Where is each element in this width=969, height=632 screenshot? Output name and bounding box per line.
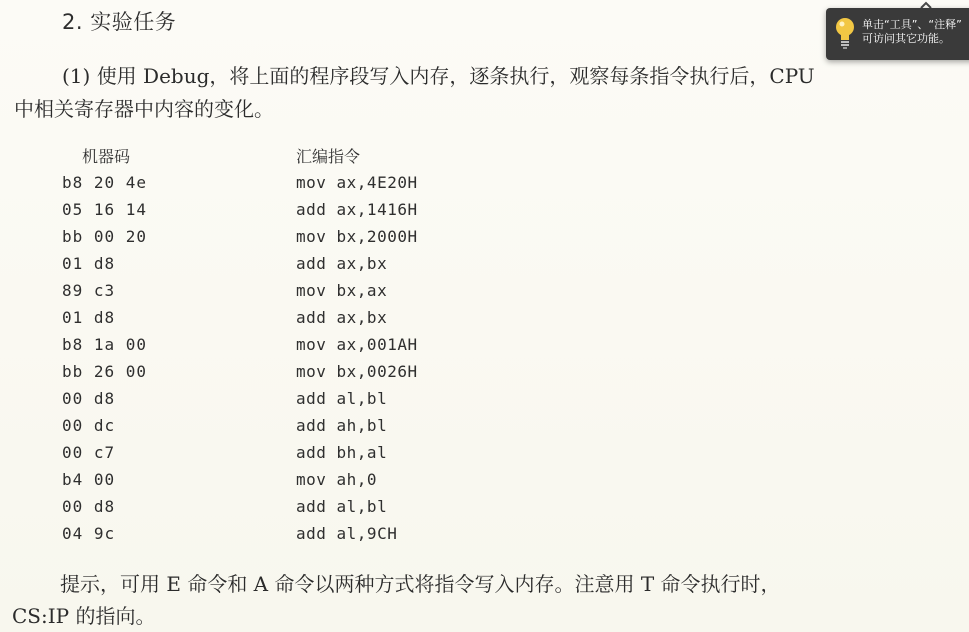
machine-code-cell: bb 00 20 (62, 227, 148, 246)
code-row (0, 497, 969, 524)
assembly-cell: mov ah,0 (296, 470, 378, 489)
code-row (0, 389, 969, 416)
task-line-2: 中相关寄存器中内容的变化。 (14, 97, 274, 121)
code-row (0, 470, 969, 497)
assembly-cell: add ah,bl (296, 416, 388, 435)
tooltip-line-1: 单击“工具”、“注释” (862, 18, 962, 31)
machine-code-cell: 00 d8 (62, 497, 116, 516)
machine-code-cell: 00 c7 (62, 443, 116, 462)
code-row (0, 308, 969, 335)
code-row (0, 254, 969, 281)
machine-code-cell: 05 16 14 (62, 200, 148, 219)
code-row (0, 173, 969, 200)
assembly-cell: add al,9CH (296, 524, 398, 543)
assembly-cell: mov bx,2000H (296, 227, 418, 246)
machine-code-cell: 01 d8 (62, 254, 116, 273)
assembly-cell: add ax,bx (296, 308, 388, 327)
lightbulb-icon (834, 16, 856, 50)
machine-code-cell: b8 20 4e (62, 173, 148, 192)
code-row (0, 362, 969, 389)
machine-code-cell: b8 1a 00 (62, 335, 148, 354)
assembly-cell: mov ax,001AH (296, 335, 418, 354)
machine-code-header: 机器码 (82, 147, 131, 166)
section-heading: 2. 实验任务 (62, 10, 177, 34)
code-row (0, 524, 969, 551)
assembly-cell: add bh,al (296, 443, 388, 462)
code-row (0, 416, 969, 443)
assembly-cell: add ax,1416H (296, 200, 418, 219)
hint-paragraph (12, 568, 952, 632)
tooltip-text (862, 18, 962, 46)
machine-code-cell: 00 dc (62, 416, 116, 435)
machine-code-cell: 04 9c (62, 524, 116, 543)
task-line-1: (1) 使用 Debug，将上面的程序段写入内存，逐条执行，观察每条指令执行后，CPU (62, 64, 815, 88)
machine-code-cell: bb 26 00 (62, 362, 148, 381)
hint-line-2: CS:IP 的指向。 (12, 604, 156, 628)
assembly-cell: add al,bl (296, 497, 388, 516)
code-row (0, 200, 969, 227)
assembly-cell: mov bx,0026H (296, 362, 418, 381)
machine-code-cell: 89 c3 (62, 281, 116, 300)
code-row (0, 335, 969, 362)
code-row (0, 443, 969, 470)
task-paragraph (14, 60, 944, 126)
machine-code-cell: 00 d8 (62, 389, 116, 408)
assembly-cell: add al,bl (296, 389, 388, 408)
assembly-header: 汇编指令 (296, 147, 361, 166)
machine-code-cell: b4 00 (62, 470, 116, 489)
code-row (0, 227, 969, 254)
annotation-tooltip[interactable] (826, 8, 969, 60)
assembly-cell: mov bx,ax (296, 281, 388, 300)
assembly-cell: mov ax,4E20H (296, 173, 418, 192)
assembly-cell: add ax,bx (296, 254, 388, 273)
machine-code-cell: 01 d8 (62, 308, 116, 327)
code-row (0, 281, 969, 308)
hint-line-1: 提示，可用 E 命令和 A 命令以两种方式将指令写入内存。注意用 T 命令执行时， (60, 572, 781, 596)
tooltip-line-2: 可访问其它功能。 (862, 32, 950, 45)
